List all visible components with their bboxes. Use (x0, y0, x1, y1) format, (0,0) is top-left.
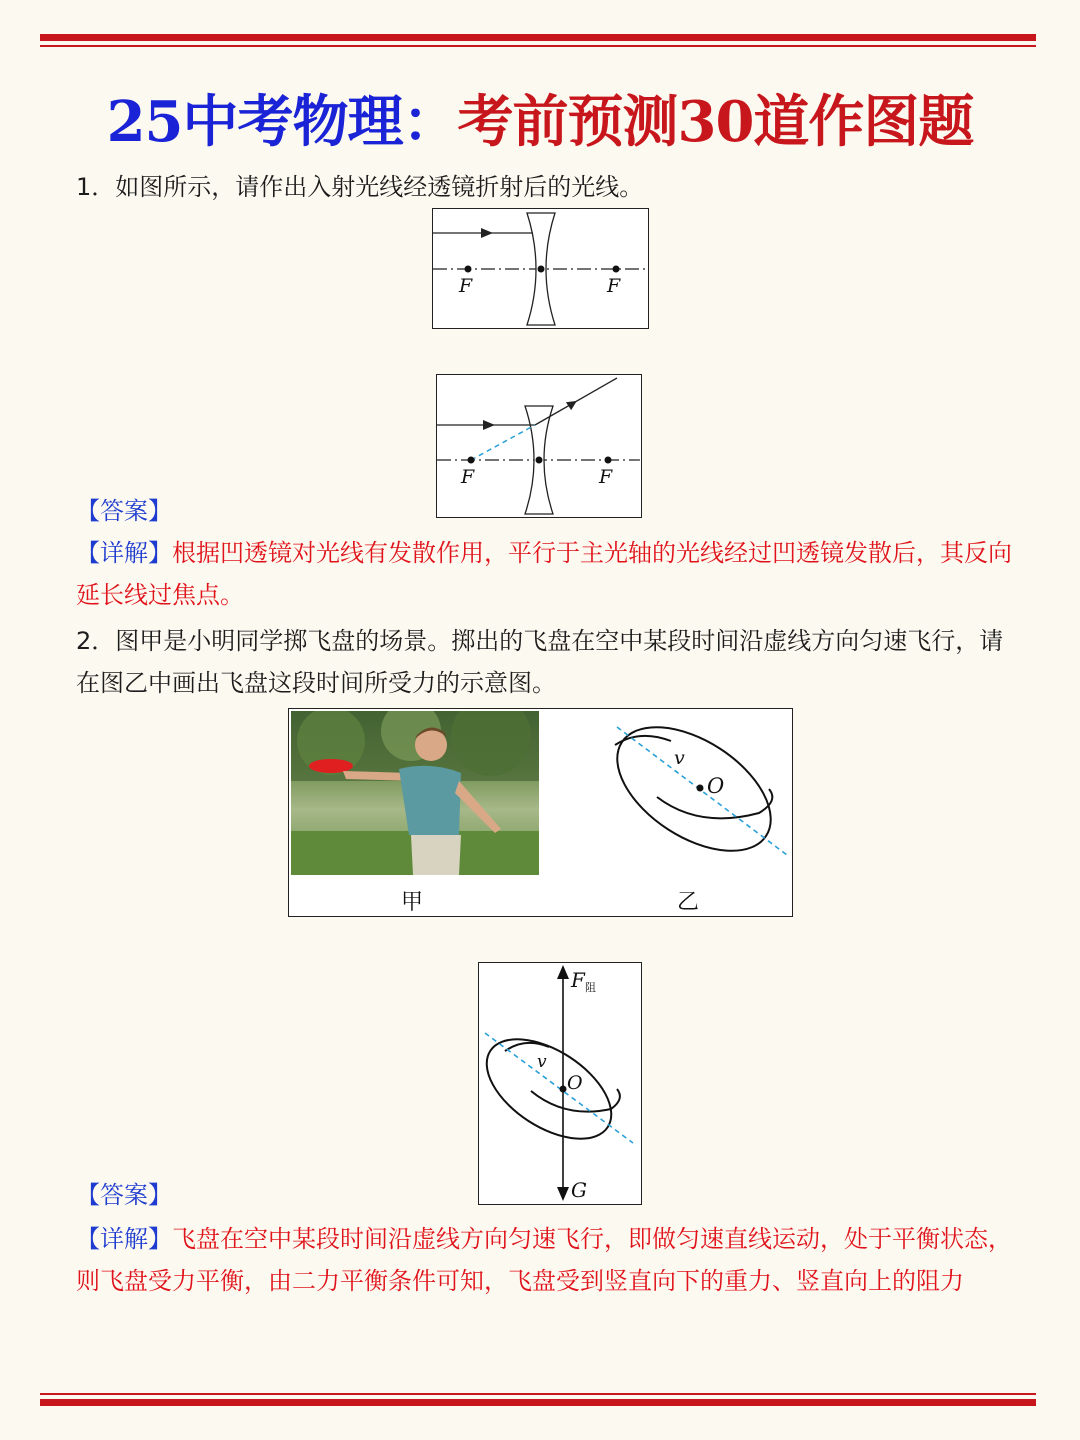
q1-detail-text: 根据凹透镜对光线有发散作用，平行于主光轴的光线经过凹透镜发散后，其反向延长线过焦点。 (76, 539, 1012, 609)
q2-detail (76, 1218, 1016, 1302)
q2-detail-text: 飞盘在空中某段时间沿虚线方向匀速飞行，即做匀速直线运动，处于平衡状态，则飞盘受力平衡，由二力平衡条件可知，飞盘受到竖直向下的重力、竖直向上的阻力 (76, 1225, 1012, 1295)
flight-path (485, 1033, 633, 1143)
ray-arrow (483, 420, 495, 430)
focus-label-left: F (459, 275, 473, 297)
top-rule (40, 34, 1036, 47)
q1-lens-diagram (433, 209, 647, 327)
q2-answer-figure (478, 962, 642, 1205)
title-part-2: 考前预测30道作图题 (457, 89, 974, 155)
optical-center (536, 457, 543, 464)
ray-arrow (481, 228, 493, 238)
resistance-label: F (571, 968, 585, 992)
velocity-label: v (674, 747, 685, 769)
q2-scene-figure (288, 708, 793, 917)
frisbee-outline (479, 1019, 628, 1159)
label-yi: 乙 (677, 890, 700, 915)
focus-right (613, 266, 620, 273)
velocity-label: v (537, 1052, 547, 1072)
q2-detail-label: 【详解】 (76, 1225, 172, 1253)
q2-frisbee-diagram (289, 709, 791, 915)
q1-detail (76, 532, 1016, 616)
frisbee-outline (596, 709, 791, 876)
resistance-arrow (557, 965, 569, 979)
focus-label-right: F (599, 466, 613, 488)
center-label: O (707, 774, 725, 798)
q2-force-diagram (479, 963, 640, 1203)
title-part-1: 25中考物理： (106, 89, 458, 155)
frisbee-rim (505, 1043, 549, 1051)
q2-answer (76, 1174, 1016, 1216)
center-point (560, 1086, 567, 1093)
focus-label-right: F (607, 275, 621, 297)
resistance-subscript: 阻 (585, 981, 596, 994)
focus-label-left: F (461, 466, 475, 488)
center-point (697, 785, 704, 792)
focus-right (605, 457, 612, 464)
q1-answer-label: 【答案】 (76, 497, 172, 525)
label-jia: 甲 (401, 890, 424, 915)
focus-left (468, 457, 475, 464)
page-title (0, 78, 1080, 158)
question-1-text: 1．如图所示，请作出入射光线经透镜折射后的光线。 (76, 173, 644, 201)
q1-answer (76, 490, 1016, 532)
focus-left (465, 266, 472, 273)
refracted-ray-arrow (566, 401, 577, 410)
gravity-label: G (571, 1178, 587, 1202)
optical-center (538, 266, 545, 273)
center-label: O (567, 1072, 583, 1094)
q1-lens-figure (432, 208, 649, 329)
q2-answer-label: 【答案】 (76, 1181, 172, 1209)
frisbee-rim (615, 736, 671, 745)
reverse-extension-line (471, 425, 535, 460)
q1-detail-label: 【详解】 (76, 539, 172, 567)
bottom-rule (40, 1393, 1036, 1406)
question-2-text: 2．图甲是小明同学掷飞盘的场景。掷出的飞盘在空中某段时间沿虚线方向匀速飞行，请在图乙中画出飞盘这段时间所受力的示意图。 (76, 627, 1004, 697)
